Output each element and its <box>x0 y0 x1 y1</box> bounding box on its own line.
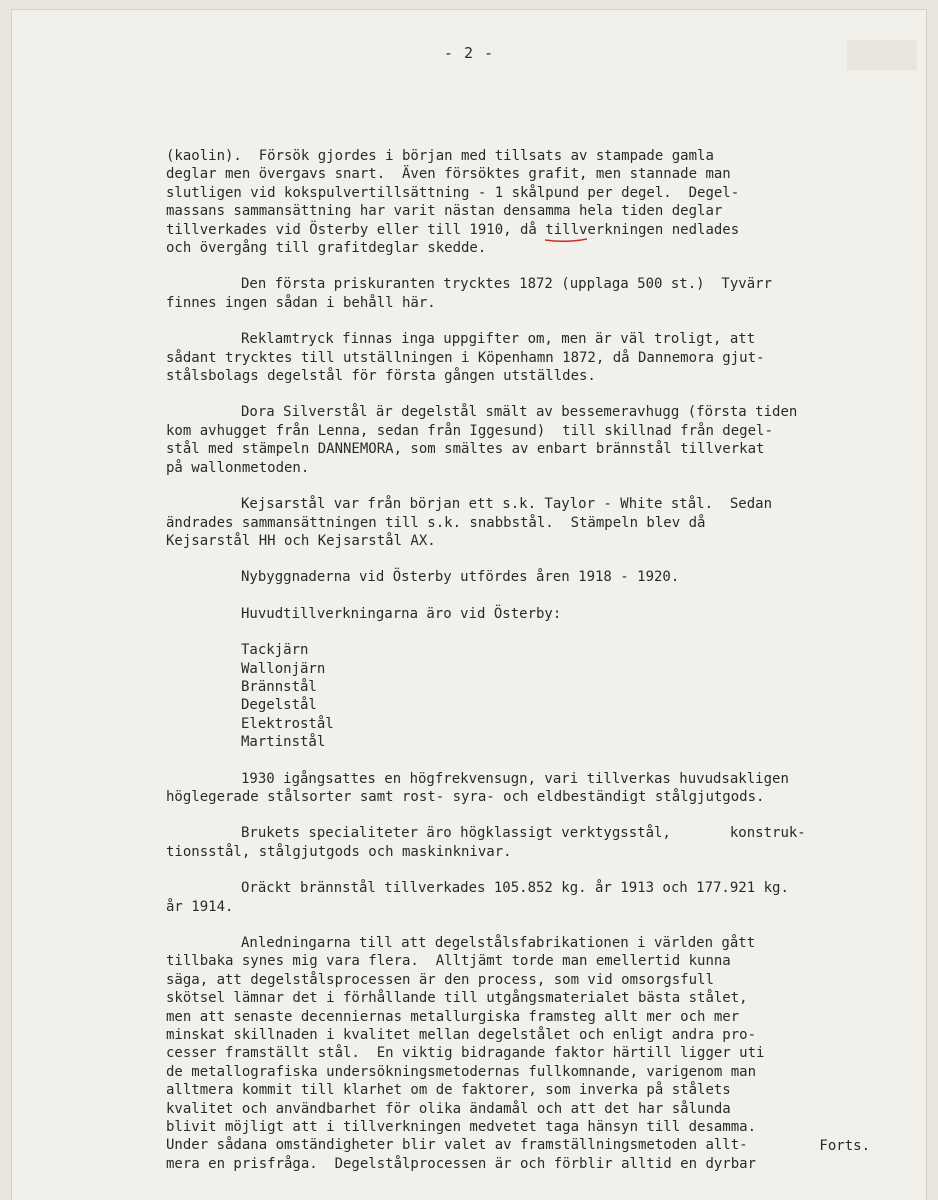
text-line: Brukets specialiteter äro högklassigt verktygsstål, konstruk- <box>241 825 806 842</box>
text-line: finnes ingen sådan i behåll här. <box>166 294 436 311</box>
paragraph-dora <box>166 403 906 477</box>
text-line: de metallografiska undersökningsmetodernas fullkomnande, varigenom man <box>166 1063 757 1080</box>
list-item: Brännstål <box>241 678 317 695</box>
document-page <box>12 10 926 1200</box>
product-list <box>166 641 906 751</box>
list-item: Wallonjärn <box>241 660 326 677</box>
text-line: säga, att degelstålsprocessen är den process, som vid omsorgsfull <box>166 971 714 988</box>
text-line: blivit möjligt att i tillverkningen medvetet taga hänsyn till desamma. <box>166 1119 757 1136</box>
text-line: tillbaka synes mig vara flera. Alltjämt torde man emellertid kunna <box>166 953 731 970</box>
text-line: stålsbolags degelstål för första gången utställdes. <box>166 368 596 385</box>
text-line: massans sammansättning har varit nästan densamma hela tiden deglar <box>166 203 723 220</box>
text-line: Kejsarstål HH och Kejsarstål AX. <box>166 532 436 549</box>
text-line: alltmera kommit till klarhet om de faktorer, som inverka på stålets <box>166 1082 731 1099</box>
text-line: kom avhugget från Lenna, sedan från Iggesund) till skillnad från degel- <box>166 422 773 439</box>
paragraph-kejsar <box>166 495 906 550</box>
text-line: men att senaste decenniernas metallurgiska framsteg allt mer och mer <box>166 1008 740 1025</box>
text-line: Kejsarstål var från början ett s.k. Taylor - White stål. Sedan <box>241 496 773 513</box>
paragraph-orackt <box>166 879 906 916</box>
text-line: på wallonmetoden. <box>166 459 310 476</box>
paragraph-huvud: Huvudtillverkningarna äro vid Österby: <box>241 605 562 622</box>
list-item: Degelstål <box>241 697 317 714</box>
text-line: (kaolin). Försök gjordes i början med tillsats av stampade gamla <box>166 148 714 164</box>
document-body <box>166 147 906 1173</box>
text-line: Oräckt brännstål tillverkades 105.852 kg. år 1913 och 177.921 kg. <box>241 880 789 897</box>
text-line: slutligen vid kokspulvertillsättning - 1 skålpund per degel. Degel- <box>166 184 740 201</box>
text-line: deglar men övergavs snart. Även försöktes grafit, men stannade man <box>166 166 731 183</box>
text-line: kvalitet och användbarhet för olika ändamål och att det har sålunda <box>166 1100 731 1117</box>
list-item: Elektrostål <box>241 715 334 732</box>
page-number: - 2 - <box>443 44 495 62</box>
text-line: Den första priskuranten trycktes 1872 (upplaga 500 st.) Tyvärr <box>241 276 773 293</box>
text-line: Reklamtryck finnas inga uppgifter om, men är väl troligt, att <box>241 331 756 348</box>
paragraph-priskurant <box>166 275 906 312</box>
text-line: tionsstål, stålgjutgods och maskinknivar. <box>166 843 512 860</box>
text-line: mera en prisfråga. Degelstålprocessen är och förblir alltid en dyrbar <box>166 1155 757 1172</box>
paragraph-1930 <box>166 770 906 807</box>
text-line: 1930 igångsattes en högfrekvensugn, vari tillverkas huvudsakligen <box>241 770 789 787</box>
paragraph-kaolin <box>166 147 906 257</box>
text-line: tillverkades vid Österby eller till 1910, då tillverkningen nedlades <box>166 221 740 238</box>
paragraph-nybygg: Nybyggnaderna vid Österby utfördes åren 1918 - 1920. <box>241 569 680 586</box>
text-line: stål med stämpeln DANNEMORA, som smältes av enbart brännstål tillverkat <box>166 441 765 458</box>
list-item: Tackjärn <box>241 642 309 659</box>
text-line: Dora Silverstål är degelstål smält av bessemeravhugg (första tiden <box>241 404 798 421</box>
text-line: ändrades sammansättningen till s.k. snabbstål. Stämpeln blev då <box>166 514 706 531</box>
text-line: cesser framställt stål. En viktig bidragande faktor härtill ligger uti <box>166 1045 765 1062</box>
paragraph-reklam <box>166 330 906 385</box>
text-line: Anledningarna till att degelstålsfabrikationen i världen gått <box>241 935 756 951</box>
text-line: Under sådana omständigheter blir valet av framställningsmetoden allt- <box>166 1137 748 1154</box>
text-line: höglegerade stålsorter samt rost- syra- och eldbeständigt stålgjutgods. <box>166 788 765 805</box>
continuation-note: Forts. <box>819 1138 870 1154</box>
text-line: sådant trycktes till utställningen i Köpenhamn 1872, då Dannemora gjut- <box>166 349 765 366</box>
list-item: Martinstål <box>241 734 326 751</box>
text-line: minskat skillnaden i kvalitet mellan degelstålet och enligt andra pro- <box>166 1027 757 1044</box>
text-line: och övergång till grafitdeglar skedde. <box>166 240 487 257</box>
text-line: skötsel lämnar det i förhållande till utgångsmaterialet bästa stålet, <box>166 990 748 1007</box>
text-line: år 1914. <box>166 898 234 915</box>
paragraph-specialiteter <box>166 824 906 861</box>
